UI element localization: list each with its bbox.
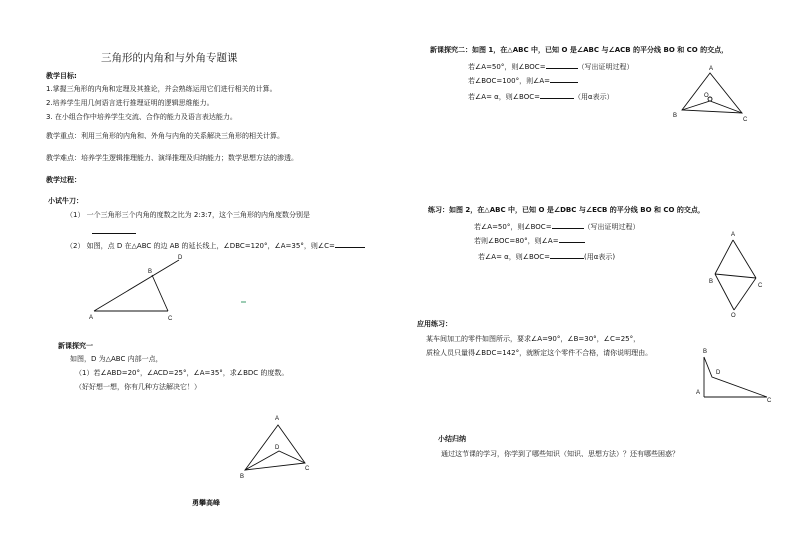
figure-3-label-b: B [673, 113, 678, 119]
explore-2-line-3-note: （用α表示） [574, 93, 614, 101]
figure-5-label-d: D [716, 370, 721, 376]
goal-2: 2.培养学生用几何语言进行推理证明的逻辑思维能力。 [46, 99, 214, 107]
explore-1-line-3: （好好想一想，你有几种方法解决它！） [75, 383, 201, 391]
warmup-heading: 小试牛刀： [48, 197, 83, 205]
process-heading: 教学过程： [46, 176, 81, 184]
explore-2-line-3-text: 若∠A= α，则∠BOC= [468, 93, 540, 101]
figure-4-label-c: C [758, 283, 763, 289]
explore-2-line-2-text: 若∠BOC=100°，则∠A= [468, 77, 551, 85]
figure-4-label-b: B [709, 279, 714, 285]
figure-2-label-b: B [240, 474, 245, 480]
question-2-text: （2） 如图，点 D 在△ABC 的边 AB 的延长线上，∠DBC=120°，∠A=35°，则∠C= [66, 242, 335, 250]
question-1-text: （1） 一个三角形三个内角的度数之比为 2:3:7，这个三角形的内角度数分别是 [66, 211, 310, 219]
brave-heading: 勇攀高峰 [192, 499, 220, 507]
explore-2-line-1-note: （写出证明过程） [577, 63, 634, 71]
figure-2-label-c: C [305, 466, 310, 472]
apply-line-1: 某车间加工的零件如图所示，要求∠A=90°，∠B=30°，∠C=25°， [426, 335, 641, 343]
figure-1-label-d: D [178, 255, 183, 261]
figure-1 [94, 260, 179, 311]
figure-3-label-a: A [709, 66, 714, 72]
explore-1-line-1: 如图，D 为△ABC 内部一点， [70, 355, 163, 363]
figure-1-label-a: A [89, 315, 94, 321]
figure-5-label-c: C [767, 398, 772, 404]
figure-2-label-a: A [275, 416, 280, 422]
goal-3: 3. 在小组合作中培养学生交流、合作的能力及语言表达能力。 [46, 113, 237, 121]
summary-heading: 小结归纳 [438, 435, 466, 443]
practice-line-3-text: 若∠A= α，则∠BOC= [478, 253, 550, 261]
page-title: 三角形的内角和与外角专题课 [101, 52, 238, 64]
explore-1-line-2: （1）若∠ABD=20°，∠ACD=25°，∠A=35°，求∠BDC 的度数。 [75, 369, 289, 377]
figure-3-label-c: C [743, 117, 748, 123]
apply-heading: 应用练习： [417, 320, 452, 328]
figure-2-label-d: D [275, 445, 280, 451]
explore-2-body: 新课探究二：如图 1，在△ABC 中，已知 O 是∠ABC 与∠ACB 的平分线 BO 和 CO 的交点， [430, 46, 729, 54]
figure-4-label-o: O [731, 313, 736, 319]
practice-line-2-text: 若则∠BOC=80°，则∠A= [474, 237, 559, 245]
figure-4 [715, 240, 756, 310]
practice-line-3-note: (用α表示) [584, 253, 616, 261]
figure-3 [682, 73, 742, 113]
figure-3-label-o: O [704, 93, 709, 99]
figure-5-label-a: A [696, 390, 701, 396]
key-points: 教学重点：利用三角形的内角和、外角与内角的关系解决三角形的相关计算。 [46, 132, 284, 140]
explore-2-line-1-text: 若∠A=50°，则∠BOC= [468, 63, 546, 71]
figure-5 [704, 357, 767, 397]
figure-1-label-c: C [168, 316, 173, 322]
apply-line-2: 质检人员只量得∠BDC=142°，就断定这个零件不合格，请你说明理由。 [426, 349, 653, 357]
figure-5-label-b: B [703, 349, 708, 355]
practice-line-1-text: 若∠A=50°，则∠BOC= [474, 223, 552, 231]
figure-1-label-b: B [148, 269, 153, 275]
explore-1-heading: 新课探究一 [58, 342, 93, 350]
figure-4-label-a: A [731, 232, 736, 238]
goals-heading: 教学目标: [46, 72, 77, 80]
goal-1: 1.掌握三角形的内角和定理及其推论，并会熟练运用它们进行相关的计算。 [46, 85, 277, 93]
practice-body: 练习：如图 2，在△ABC 中，已知 O 是∠DBC 与∠ECB 的平分线 BO 和 CO 的交点， [428, 206, 705, 214]
summary-question: 通过这节课的学习，你学到了哪些知识（知识、思想方法）？还有哪些困惑？ [441, 450, 679, 458]
difficulties: 教学难点：培养学生逻辑推理能力、演绎推理及归纳能力；数学思想方法的渗透。 [46, 154, 298, 162]
practice-line-1-note: （写出证明过程） [583, 223, 640, 231]
